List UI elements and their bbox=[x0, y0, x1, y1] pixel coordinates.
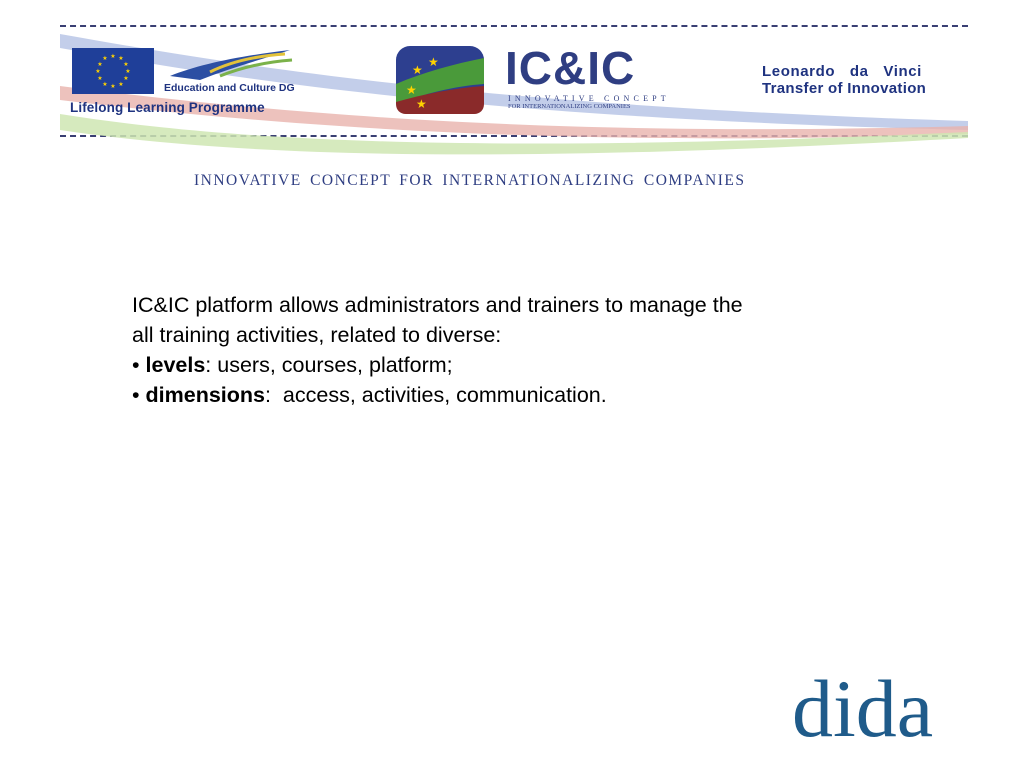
intro-line-2: all training activities, related to diverse: bbox=[132, 323, 502, 347]
svg-text:★: ★ bbox=[118, 55, 124, 62]
svg-text:★: ★ bbox=[97, 75, 103, 82]
slide-body bbox=[132, 290, 892, 410]
bullet-dimensions bbox=[132, 380, 892, 410]
icic-wordmark: IC&IC bbox=[505, 42, 636, 94]
svg-text:★: ★ bbox=[416, 97, 427, 111]
svg-text:★: ★ bbox=[412, 63, 423, 77]
svg-text:★: ★ bbox=[428, 55, 439, 69]
svg-text:★: ★ bbox=[110, 83, 116, 90]
svg-text:★: ★ bbox=[123, 61, 129, 68]
icic-subtitle-line1: INNOVATIVE CONCEPT bbox=[508, 94, 670, 103]
project-tagline: INNOVATIVE CONCEPT FOR INTERNATIONALIZING COMPANIES bbox=[194, 172, 746, 189]
dida-logo: dida bbox=[792, 663, 934, 754]
bullet-marker: • bbox=[132, 383, 140, 407]
leonardo-line1: Leonardo da Vinci bbox=[762, 63, 922, 80]
bullet-levels bbox=[132, 350, 892, 380]
bullet-term: dimensions bbox=[145, 383, 265, 407]
svg-text:★: ★ bbox=[406, 83, 417, 97]
education-culture-logo bbox=[160, 46, 300, 86]
intro-line-1: IC&IC platform allows administrators and trainers to manage the bbox=[132, 293, 743, 317]
bullet-term: levels bbox=[145, 353, 206, 377]
svg-text:★: ★ bbox=[102, 55, 108, 62]
leonardo-line2: Transfer of Innovation bbox=[762, 80, 927, 97]
icic-emblem-logo bbox=[394, 44, 486, 116]
svg-text:★: ★ bbox=[110, 53, 116, 60]
bullet-desc: : users, courses, platform; bbox=[205, 353, 453, 377]
svg-text:★: ★ bbox=[97, 61, 103, 68]
lifelong-learning-label: Lifelong Learning Programme bbox=[70, 100, 265, 115]
education-culture-label: Education and Culture DG bbox=[164, 82, 295, 94]
eu-flag-logo bbox=[72, 48, 154, 94]
svg-text:★: ★ bbox=[95, 68, 101, 75]
svg-text:★: ★ bbox=[102, 81, 108, 88]
icic-subtitle-line2: FOR INTERNATIONALIZING COMPANIES bbox=[508, 103, 631, 110]
bullet-marker: • bbox=[132, 353, 140, 377]
bullet-desc: : access, activities, communication. bbox=[264, 383, 607, 407]
svg-text:★: ★ bbox=[123, 75, 129, 82]
svg-text:★: ★ bbox=[118, 81, 124, 88]
svg-text:★: ★ bbox=[125, 68, 131, 75]
